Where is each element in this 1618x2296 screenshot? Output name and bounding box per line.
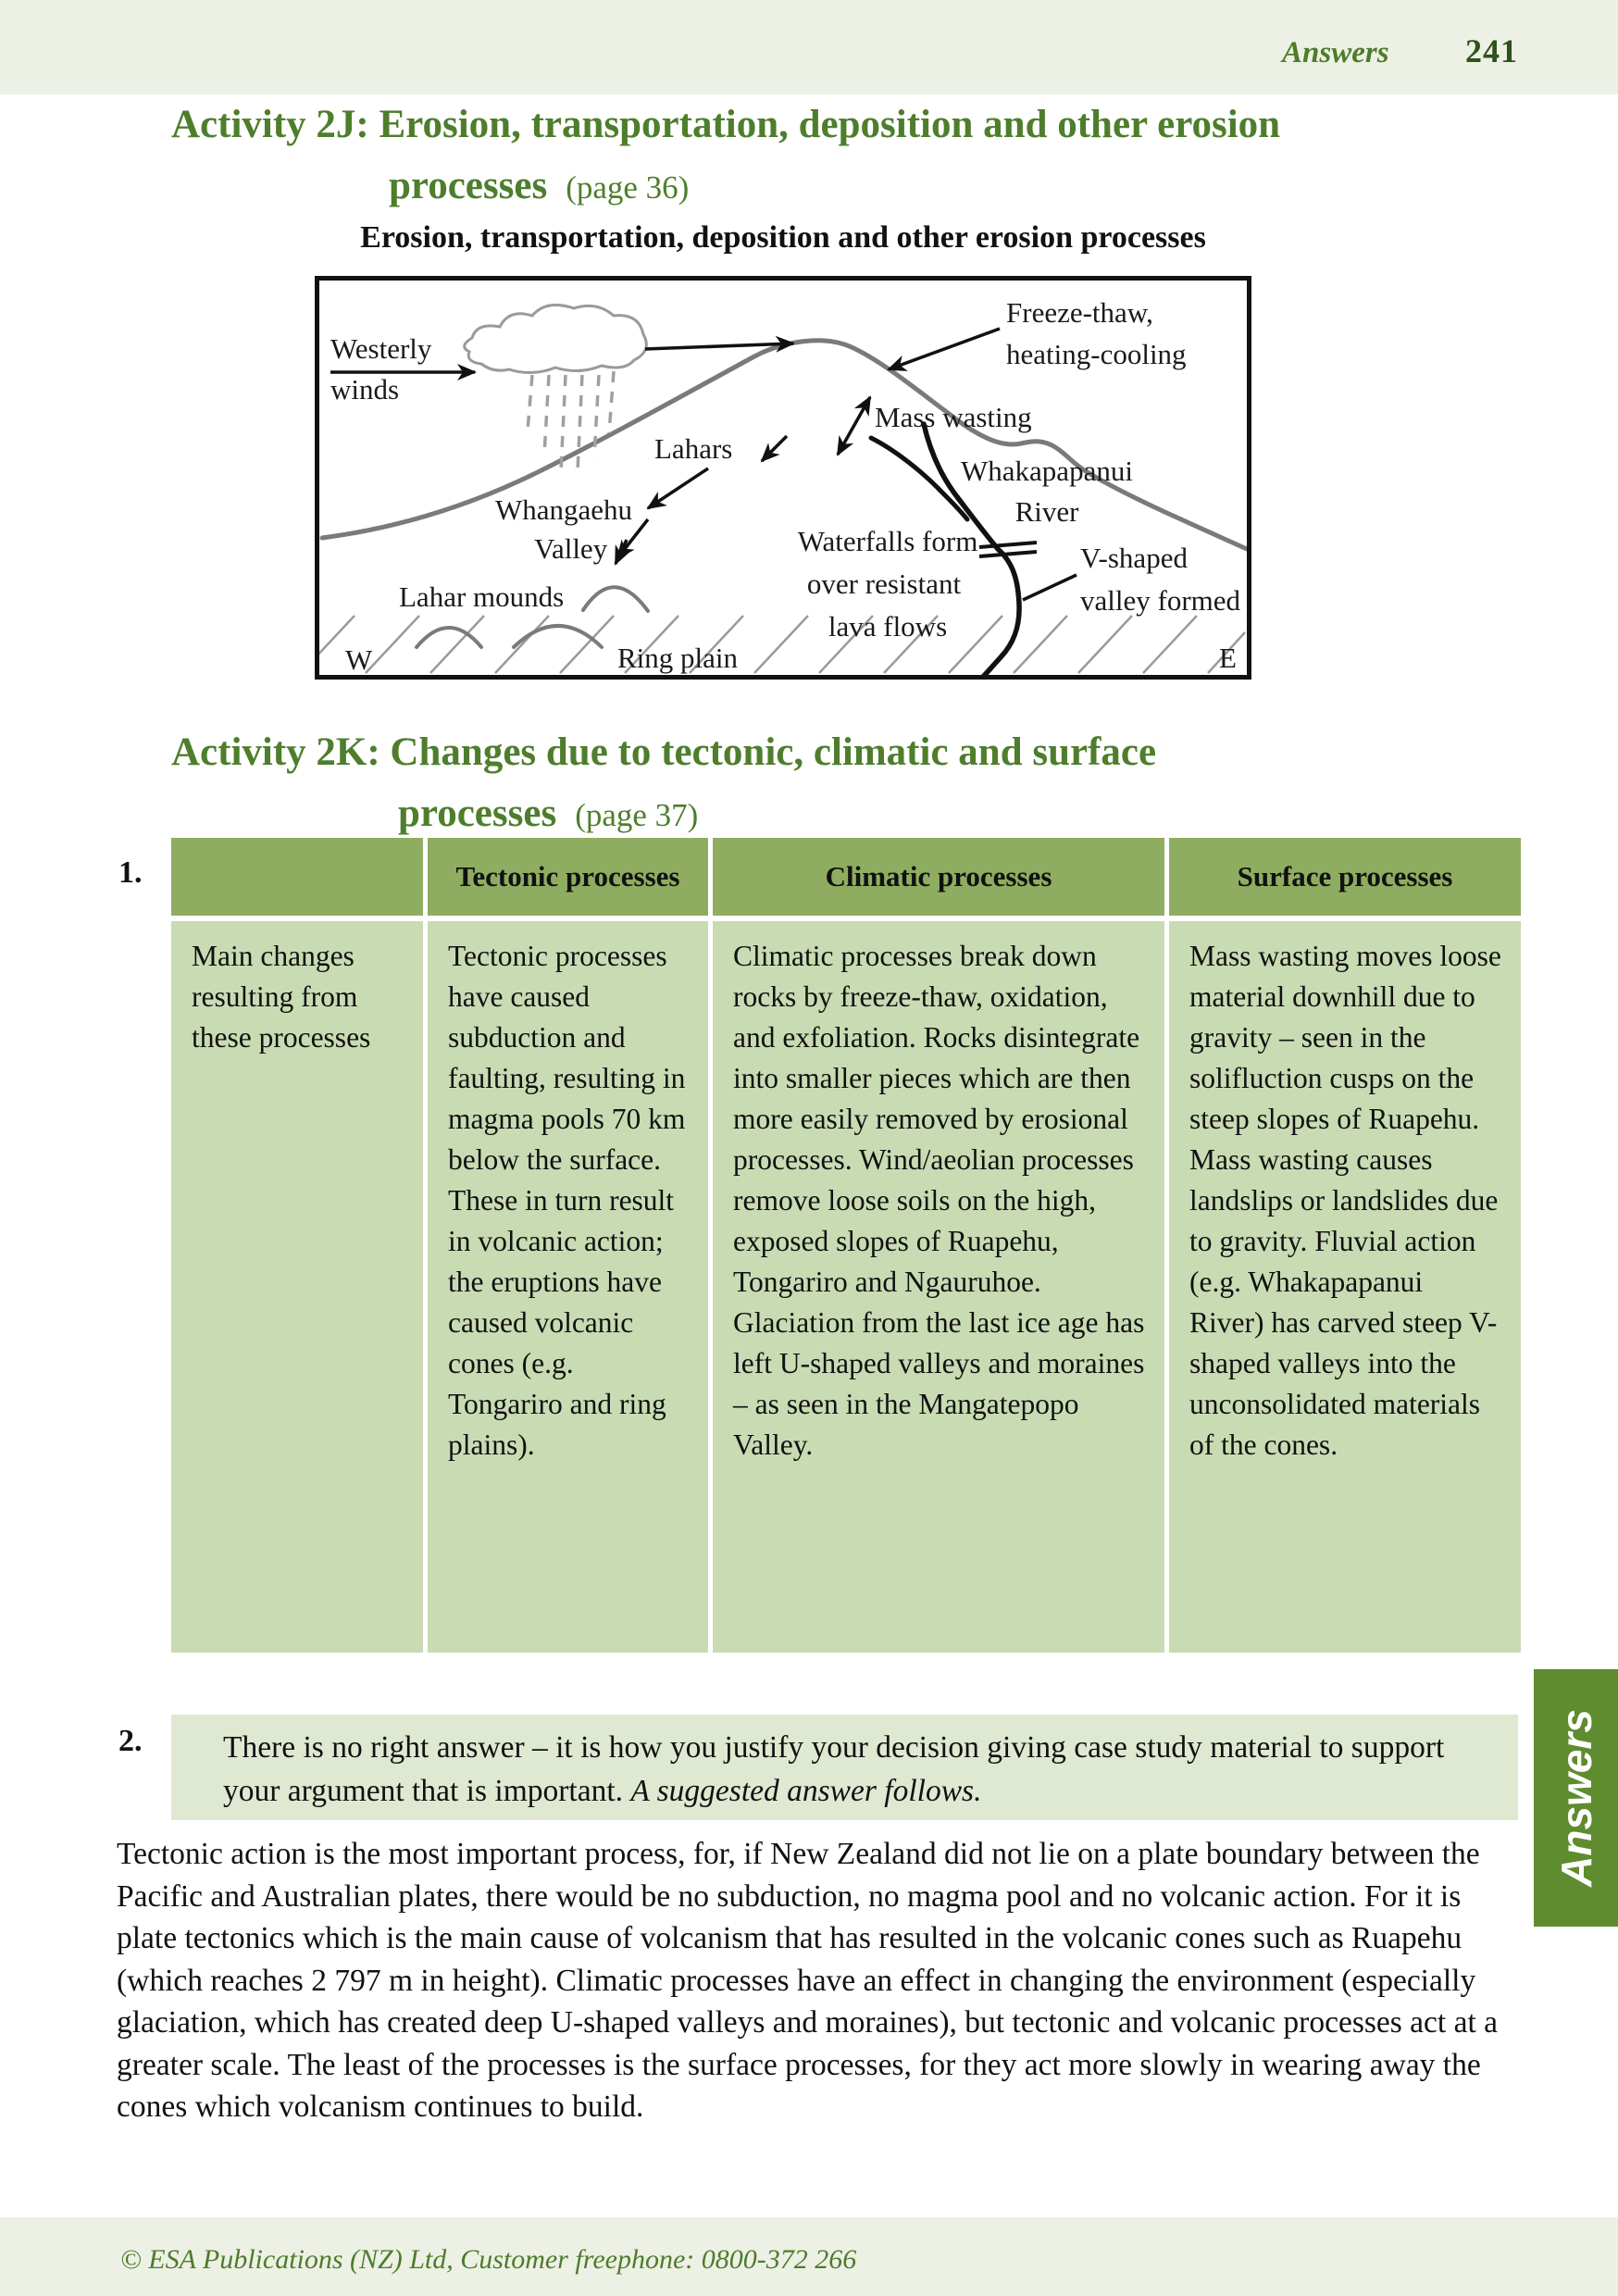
running-header-label: Answers xyxy=(1282,36,1389,69)
westerly-winds-label-1: Westerly xyxy=(330,332,432,365)
freeze-thaw-label-2: heating-cooling xyxy=(1006,338,1187,370)
table-header-surface: Surface processes xyxy=(1169,838,1521,916)
lahar-mounds-label: Lahar mounds xyxy=(399,580,565,613)
suggested-answer-paragraph: Tectonic action is the most important process, for, if New Zealand did not lie on a plate boundary between the Pacific and Australian plates, there would be no subduction, no magma pool and no volcanic action. For it is plate tectonics which is the main cause of volcanism that has resulted in the volcanic cones such as Ruapehu (which reaches 2 797 m in height). Climatic processes have an effect in changing the environment (especially glaciation, which has created deep U-shaped valleys and moraines), but tectonic and volcanic processes act at a greater scale. The least of the processes is the surface processes, for they act more slowly in wearing away the cones which volcanism continues to build. xyxy=(117,1837,1499,2124)
question-1-number: 1. xyxy=(118,855,143,890)
table-header-blank xyxy=(171,838,423,916)
diagram-heading: Erosion, transportation, deposition and other erosion processes xyxy=(360,220,1206,255)
activity-2k-title-line2: processes (page 37) xyxy=(398,792,699,835)
table-header-climatic: Climatic processes xyxy=(713,838,1164,916)
east-label: E xyxy=(1219,642,1237,674)
table-cell-climatic-p1: Climatic processes break down rocks by freeze-thaw, oxidation, and exfoliation. Rocks disintegrate into smaller pieces which are then more easily removed by erosional processes. Wind/aeolian processes remove loose soils on the high, exposed slopes of Ruapehu, Tongariro and Ngauruhoe. xyxy=(733,940,1140,1298)
waterfalls-label-3: lava flows xyxy=(828,610,948,643)
mass-wasting-label: Mass wasting xyxy=(875,401,1032,433)
freeze-thaw-arrow xyxy=(889,329,1000,369)
v-shaped-pointer-line xyxy=(1023,575,1077,600)
table-cell-row-label: Main changes resulting from these processes xyxy=(171,921,423,1653)
activity-2j-page-ref: (page 36) xyxy=(566,169,690,206)
valley-small-arrow xyxy=(616,540,627,564)
river-tributary-line xyxy=(871,438,967,519)
waterfalls-label-1: Waterfalls form xyxy=(797,525,978,557)
whakapapanui-label-2: River xyxy=(1014,495,1079,528)
activity-2j-title-line2: processes (page 36) xyxy=(389,164,690,207)
table-cell-climatic xyxy=(713,921,1164,1653)
ring-plain-label: Ring plain xyxy=(617,642,739,674)
v-shaped-label-1: V-shaped xyxy=(1080,542,1188,574)
west-label: W xyxy=(345,643,373,675)
activity-2j-title-line1: Activity 2J: Erosion, transportation, deposition and other erosion xyxy=(171,103,1281,146)
whangaehu-label-1: Whangaehu xyxy=(495,493,633,526)
lahars-label: Lahars xyxy=(654,432,733,465)
v-shaped-label-2: valley formed xyxy=(1080,584,1241,617)
answers-side-tab-label: Answers xyxy=(1551,1709,1600,1887)
question-2-number: 2. xyxy=(118,1724,143,1758)
erosion-diagram-svg xyxy=(319,281,1247,675)
lahars-to-whangaehu-arrow xyxy=(648,468,708,508)
ring-plain-hatching xyxy=(319,616,1245,673)
table-cell-tectonic: Tectonic processes have caused subduction and faulting, resulting in magma pools 70 km below the surface. These in turn result in volcanic action; the eruptions have caused volcanic cones (e.g. Tongariro and ring plains). xyxy=(428,921,708,1653)
erosion-diagram xyxy=(315,276,1251,680)
activity-2j-title xyxy=(171,102,1280,147)
question-2-answer-box xyxy=(171,1715,1518,1820)
table-cell-climatic-p2: Glaciation from the last ice age has left U-shaped valleys and moraines – as seen in the Mangatepopo Valley. xyxy=(733,1306,1145,1461)
question-2-text: There is no right answer – it is how you justify your decision giving case study material to support your argument that is important. xyxy=(223,1730,1445,1808)
table-header-tectonic: Tectonic processes xyxy=(428,838,708,916)
answers-side-tab xyxy=(1534,1669,1618,1927)
mass-wasting-arrow xyxy=(838,397,870,455)
question-2-italic-text: A suggested answer follows. xyxy=(630,1774,982,1808)
activity-2k-title-line1: Activity 2K: Changes due to tectonic, climatic and surface xyxy=(171,730,1157,774)
whakapapanui-label-1: Whakapapanui xyxy=(961,455,1133,487)
table-cell-surface: Mass wasting moves loose material downhill due to gravity – seen in the solifluction cusps on the steep slopes of Ruapehu. Mass wasting causes landslips or landslides due to gravity. Fluvial action (e.g. Whakapapanui River) has carved steep V-shaped valleys into the unconsolidated materials of the cones. xyxy=(1169,921,1521,1653)
lahars-small-arrow xyxy=(762,436,787,461)
waterfalls-label-2: over resistant xyxy=(806,568,962,600)
activity-2k-title xyxy=(171,730,1156,775)
running-header xyxy=(1282,31,1518,70)
freeze-thaw-label-1: Freeze-thaw, xyxy=(1006,296,1153,329)
waterfall-marker xyxy=(979,543,1037,556)
whangaehu-label-2: Valley xyxy=(534,532,608,565)
footer-copyright: © ESA Publications (NZ) Ltd, Customer freephone: 0800-372 266 xyxy=(120,2244,857,2275)
processes-table xyxy=(171,838,1518,1653)
page-number: 241 xyxy=(1465,32,1518,69)
activity-2k-page-ref: (page 37) xyxy=(575,797,699,833)
rain-cloud-icon xyxy=(465,305,647,372)
westerly-winds-label-2: winds xyxy=(330,373,400,406)
